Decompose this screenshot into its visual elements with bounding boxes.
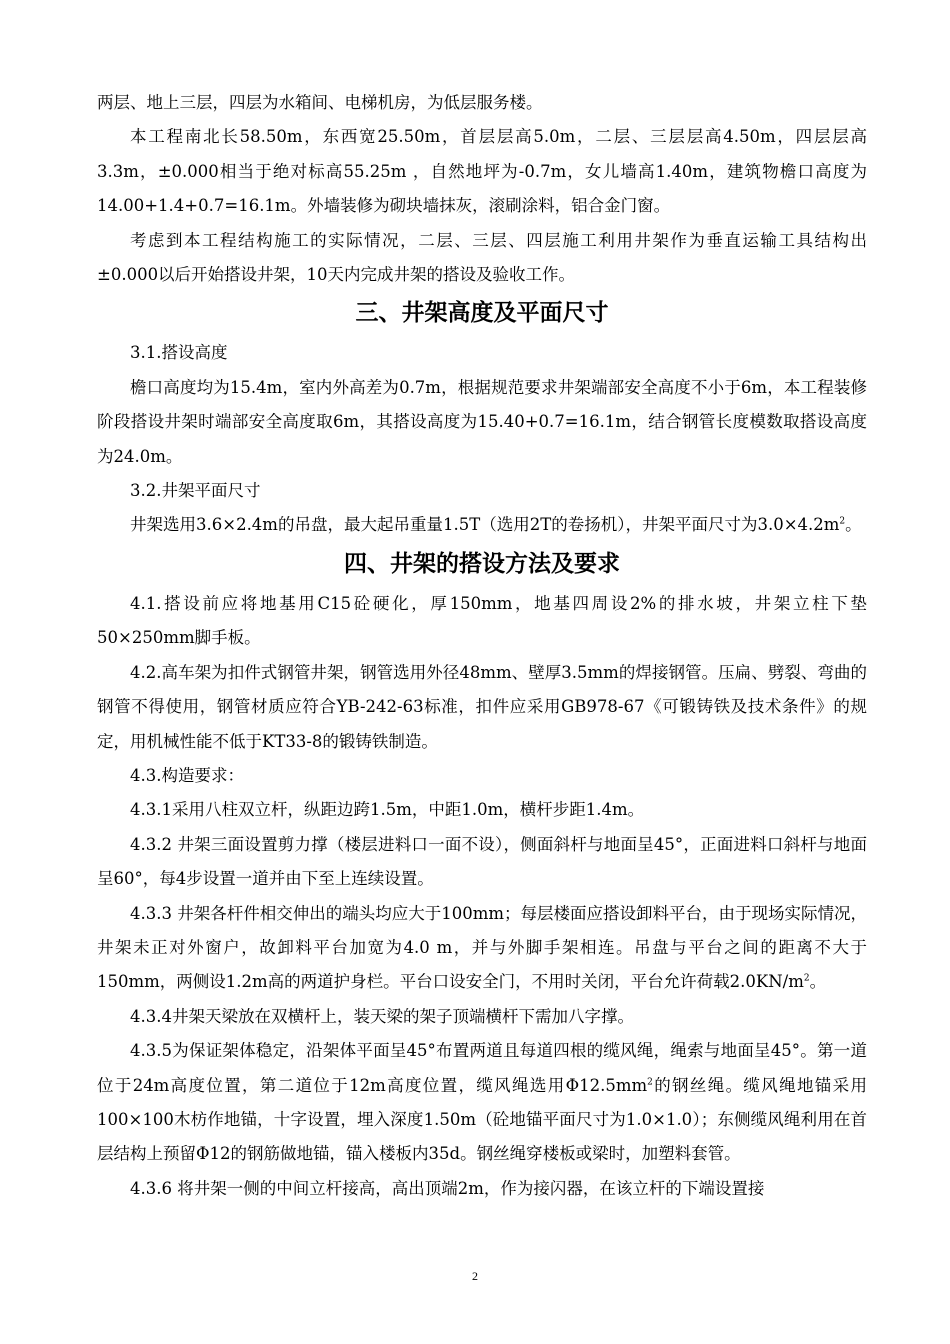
paragraph-4-3-5-text-a: 4.3.5为保证架体稳定，沿架体平面呈45°布置两道且每道四根的缆风绳，绳索与地面呈45°。第一道位于24m高度位置，第二道位于12m高度位置，缆风绳选用Φ12.5mm xyxy=(97,1041,867,1095)
paragraph-4-3-3-text: 4.3.3 井架各杆件相交伸出的端头均应大于100mm；每层楼面应搭设卸料平台，由于现场实际情况，井架未正对外窗户，故卸料平台加宽为4.0 m，并与外脚手架相连。吊盘与平台之间的距离不大于150mm，两侧设1.2m高的两道护身栏。平台口设安全门，不用时关闭，平台允许荷载2.0KN/m xyxy=(97,903,868,992)
paragraph-4-3-6: 4.3.6 将井架一侧的中间立杆接高，高出顶端2m，作为接闪器，在该立杆的下端设置接 xyxy=(130,1178,765,1198)
section-3-2-body xyxy=(97,508,867,542)
paragraph-4-3-1: 4.3.1采用八柱双立杆，纵距边跨1.5m，中距1.0m，横杆步距1.4m。 xyxy=(130,800,645,820)
paragraph-4-1: 4.1.搭设前应将地基用C15砼硬化，厚150mm，地基四周设2%的排水坡，井架立柱下垫50×250mm脚手板。 xyxy=(97,593,867,648)
section-3-heading: 三、井架高度及平面尺寸 xyxy=(355,300,609,327)
section-3-2-end: 。 xyxy=(845,515,862,535)
paragraph-4-3-5 xyxy=(97,1034,867,1172)
superscript-2: 2 xyxy=(803,973,810,984)
intro-paragraph-3: 考虑到本工程结构施工的实际情况，二层、三层、四层施工利用井架作为垂直运输工具结构出±0.000以后开始搭设井架，10天内完成井架的搭设及验收工作。 xyxy=(97,230,867,285)
section-3-2-title: 3.2.井架平面尺寸 xyxy=(130,481,261,501)
intro-paragraph-2: 本工程南北长58.50m，东西宽25.50m，首层层高5.0m，二层、三层层高4.50m，四层层高3.3m，±0.000相当于绝对标高55.25m ，自然地坪为-0.7m，女儿墙高1.40m，建筑物檐口高度为14.00+1.4+0.7=16.1m。外墙装修为砌块墙抹灰，滚刷涂料，铝合金门窗。 xyxy=(97,127,867,216)
section-4-heading: 四、井架的搭设方法及要求 xyxy=(344,550,620,577)
paragraph-4-3-3-end: 。 xyxy=(809,972,827,992)
paragraph-4-3-2: 4.3.2 井架三面设置剪力撑（楼层进料口一面不设），侧面斜杆与地面呈45°，正面进料口斜杆与地面呈60°，每4步设置一道并由下至上连续设置。 xyxy=(97,834,867,889)
paragraph-4-2: 4.2.高车架为扣件式钢管井架，钢管选用外径48mm、壁厚3.5mm的焊接钢管。压扁、劈裂、弯曲的钢管不得使用，钢管材质应符合YB-242-63标准，扣件应采用GB978-67《可锻铸铁及技术条件》的规定，用机械性能不低于KT33-8的锻铸铁制造。 xyxy=(97,662,867,751)
paragraph-4-3: 4.3.构造要求： xyxy=(130,765,244,785)
page-number: 2 xyxy=(472,1269,478,1283)
section-3-1-body: 檐口高度均为15.4m，室内外高差为0.7m，根据规范要求井架端部安全高度不小于6m，本工程装修阶段搭设井架时端部安全高度取6m，其搭设高度为15.40+0.7=16.1m，结合钢管长度模数取搭设高度为24.0m。 xyxy=(97,377,867,466)
superscript-2: 2 xyxy=(839,516,846,527)
section-3-2-text: 井架选用3.6×2.4m的吊盘，最大起吊重量1.5T（选用2T的卷扬机），井架平面尺寸为3.0×4.2m xyxy=(130,515,840,535)
paragraph-4-3-3 xyxy=(97,897,867,1000)
document-body xyxy=(97,86,867,1206)
superscript-2: 2 xyxy=(647,1077,653,1088)
section-3-1-title: 3.1.搭设高度 xyxy=(130,343,228,363)
intro-line-1: 两层、地上三层，四层为水箱间、电梯机房，为低层服务楼。 xyxy=(97,93,543,112)
paragraph-4-3-4: 4.3.4井架天梁放在双横杆上，装天梁的架子顶端横杆下需加八字撑。 xyxy=(130,1006,634,1026)
paragraph-4-3-5-text-b: 的钢丝绳。缆风绳地锚采用100×100木枋作地锚，十字设置，埋入深度1.50m（砼地锚平面尺寸为1.0×1.0）；东侧缆风绳利用在首层结构上预留Φ12的钢筋做地锚，锚入楼板内35d。钢丝绳穿楼板或梁时，加塑料套管。 xyxy=(97,1075,868,1164)
